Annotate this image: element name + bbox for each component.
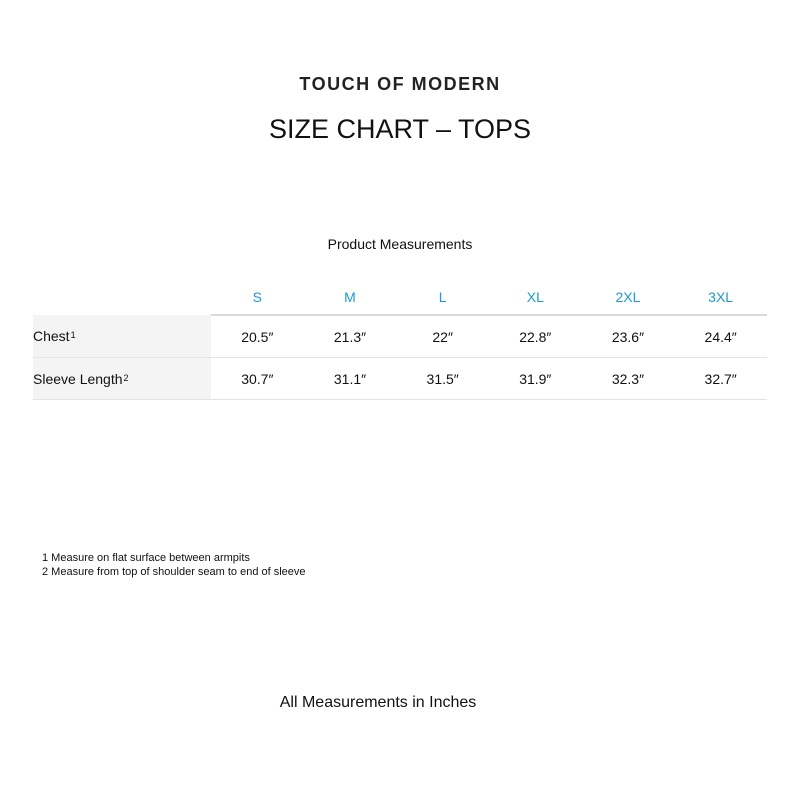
table-cell: 30.7″ <box>211 358 304 400</box>
table-title: Product Measurements <box>327 236 473 252</box>
page-title: SIZE CHART – TOPS <box>268 114 532 144</box>
table-cell: 24.4″ <box>674 315 767 358</box>
table-cell: 32.7″ <box>674 358 767 400</box>
table-cell: 32.3″ <box>582 358 675 400</box>
corner-cell <box>33 280 211 315</box>
brand-logo: TOUCH OF MODERN <box>299 74 501 94</box>
size-header-xl: XL <box>489 280 582 315</box>
table-cell: 31.5″ <box>396 358 489 400</box>
size-header-3xl: 3XL <box>674 280 767 315</box>
table-cell: 23.6″ <box>582 315 675 358</box>
table-cell: 22.8″ <box>489 315 582 358</box>
footnote-1: 1 Measure on flat surface between armpits <box>42 552 250 564</box>
table-cell: 21.3″ <box>304 315 397 358</box>
footnote-marker: 1 <box>70 330 76 340</box>
units-note: All Measurements in Inches <box>279 694 477 711</box>
size-header-row <box>33 280 767 315</box>
row-label-text: Sleeve Length <box>33 370 123 387</box>
footnotes <box>42 551 306 579</box>
table-row-chest <box>33 315 767 358</box>
size-header-m: M <box>304 280 397 315</box>
table-cell: 20.5″ <box>211 315 304 358</box>
row-label-text: Chest <box>33 328 70 344</box>
size-header-2xl: 2XL <box>582 280 675 315</box>
size-header-l: L <box>396 280 489 315</box>
size-header-s: S <box>211 280 304 315</box>
table-cell: 22″ <box>396 315 489 358</box>
row-label-chest <box>33 315 211 358</box>
table-cell: 31.9″ <box>489 358 582 400</box>
footnote-marker: 2 <box>123 372 129 383</box>
table-cell: 31.1″ <box>304 358 397 400</box>
row-label-sleeve-length <box>33 358 211 400</box>
footnote-2: 2 Measure from top of shoulder seam to end of sleeve <box>42 566 306 578</box>
table-row-sleeve-length <box>33 358 767 400</box>
size-chart-table <box>33 280 767 400</box>
